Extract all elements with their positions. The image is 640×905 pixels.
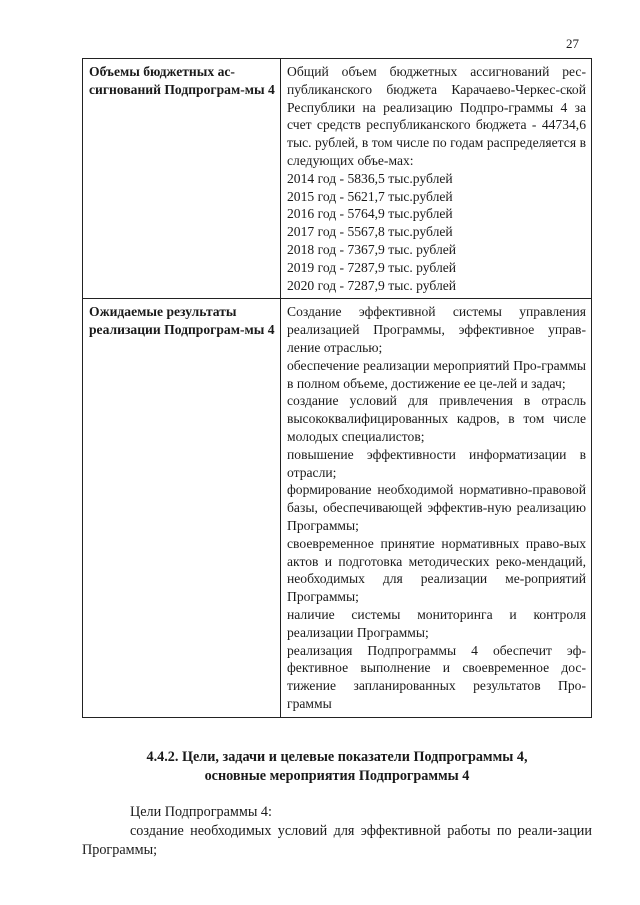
budget-value [281,59,592,299]
budget-year-2014: 2014 год - 5836,5 тыс.рублей [287,170,453,186]
result-item: обеспечение реализации мероприятий Про-граммы в полном объеме, достижение ее це-лей и задач; [287,357,586,391]
results-value [281,299,592,717]
results-label: Ожидаемые результаты реализации Подпрограм-мы 4 [83,299,281,717]
subprogram-passport-table [82,58,592,718]
budget-year-2019: 2019 год - 7287,9 тыс. рублей [287,259,457,275]
result-item: Создание эффективной системы управления реализацией Программы, эффективное управ-ление отраслью; [287,304,586,355]
section-heading [82,748,592,786]
result-item: наличие системы мониторинга и контроля реализации Программы; [287,606,586,640]
budget-year-2015: 2015 год - 5621,7 тыс.рублей [287,188,453,204]
result-item: реализация Подпрограммы 4 обеспечит эф-фективное выполнение и своевременное дос-тижение запланированных результатов Про-граммы [287,642,586,711]
budget-label: Объемы бюджетных ас-сигнований Подпрограм-мы 4 [83,59,281,299]
page-number: 27 [566,36,579,51]
budget-year-2018: 2018 год - 7367,9 тыс. рублей [287,241,457,257]
goal-item: создание необходимых условий для эффективной работы по реали-зации Программы; [82,823,592,858]
budget-year-2020: 2020 год - 7287,9 тыс. рублей [287,277,457,293]
section-heading-line-1: 4.4.2. Цели, задачи и целевые показатели Подпрограммы 4, [146,749,528,765]
result-item: формирование необходимой нормативно-правовой базы, обеспечивающей эффектив-ную реализацию Программы; [287,482,586,533]
goals-title: Цели Подпрограммы 4: [130,804,272,820]
budget-year-2016: 2016 год - 5764,9 тыс.рублей [287,206,453,222]
budget-year-2017: 2017 год - 5567,8 тыс.рублей [287,224,453,240]
result-item: повышение эффективности информатизации в отрасли; [287,446,586,480]
section-heading-line-2: основные мероприятия Подпрограммы 4 [204,768,470,784]
result-item: своевременное принятие нормативных право-вых актов и подготовка методических реко-мендаций, необходимых для реализации ме-роприятий Программы; [287,535,586,605]
budget-intro-text: Общий объем бюджетных ассигнований рес-публиканского бюджета Карачаево-Черкес-ской Республики на реализацию Подпро-граммы 4 за счет средств республиканского бюджета - 44734,6 тыс. рублей, в том числе по годам распределяется в следующих объе-мах: [287,64,586,168]
table-row-budget [83,59,592,299]
result-item: создание условий для привлечения в отрасль высококвалифицированных кадров, в том числе молодых специалистов; [287,393,586,444]
table-row-results [83,299,592,717]
